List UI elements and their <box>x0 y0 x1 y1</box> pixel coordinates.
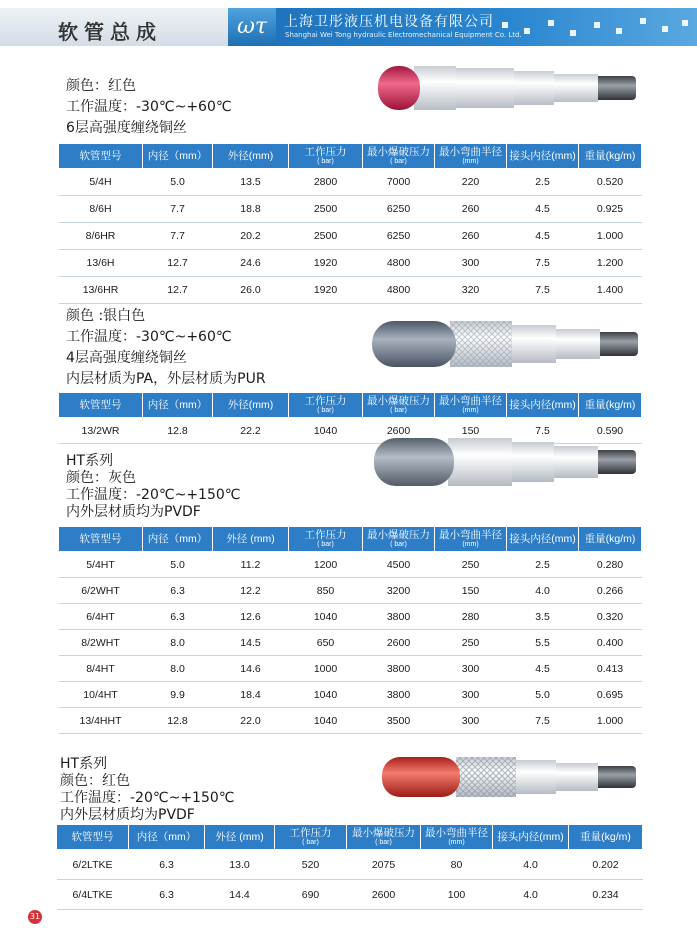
table-cell: 0.280 <box>579 552 642 578</box>
table-cell: 260 <box>435 196 507 223</box>
col-bend-radius: 最小弯曲半径 (mm) <box>435 393 507 418</box>
table-cell: 6250 <box>363 196 435 223</box>
table-cell: 1.400 <box>579 277 642 304</box>
table-cell: 5/4H <box>59 169 143 196</box>
table-cell: 1.000 <box>579 223 642 250</box>
table-cell: 2.5 <box>507 552 579 578</box>
section1-color: 颜色：红色 <box>66 78 136 94</box>
table-cell: 2600 <box>347 880 421 910</box>
section4-color: 颜色：红色 <box>60 773 130 789</box>
table-cell: 150 <box>435 578 507 604</box>
hose-silver-sleeve <box>372 321 456 367</box>
table-cell: 13.0 <box>205 850 275 880</box>
table-cell: 6.3 <box>143 604 213 630</box>
section2-temperature: 工作温度：-30℃~+60℃ <box>66 329 232 345</box>
table-header-row <box>59 144 642 169</box>
table-cell: 8/6HR <box>59 223 143 250</box>
table-cell: 4800 <box>363 277 435 304</box>
table-cell: 5.5 <box>507 630 579 656</box>
table-row <box>59 250 642 277</box>
section2-construction: 4层高强度缠绕铜丝 <box>66 350 187 366</box>
table-cell: 7.5 <box>507 708 579 734</box>
table-cell: 2500 <box>289 196 363 223</box>
col-weight: 重量(kg/m) <box>569 825 643 850</box>
table-cell: 1040 <box>289 418 363 444</box>
section4-temperature: 工作温度：-20℃~+150℃ <box>60 790 235 806</box>
col-weight: 重量(kg/m) <box>579 393 642 418</box>
table-row <box>59 682 642 708</box>
col-weight: 重量(kg/m) <box>579 527 642 552</box>
table-cell: 22.2 <box>213 418 289 444</box>
table-cell: 250 <box>435 630 507 656</box>
table-cell: 1.000 <box>579 708 642 734</box>
table-header-row <box>59 393 642 418</box>
table-cell: 10/4HT <box>59 682 143 708</box>
table-cell: 5.0 <box>507 682 579 708</box>
table-cell: 14.4 <box>205 880 275 910</box>
section3-color: 颜色：灰色 <box>66 470 136 486</box>
col-burst-pressure: 最小爆破压力 ( bar) <box>363 527 435 552</box>
spec-table-3 <box>58 526 642 734</box>
table-cell: 300 <box>435 656 507 682</box>
table-row <box>59 578 642 604</box>
table-cell: 1040 <box>289 604 363 630</box>
table-cell: 7.5 <box>507 277 579 304</box>
table-cell: 320 <box>435 277 507 304</box>
table-cell: 100 <box>421 880 493 910</box>
col-working-pressure: 工作压力 ( bar) <box>289 527 363 552</box>
table-cell: 3800 <box>363 604 435 630</box>
table-row <box>59 223 642 250</box>
company-logo: ωτ <box>228 8 276 46</box>
hose-image-silver <box>366 316 640 372</box>
company-name-cn: 上海卫彤液压机电设备有限公司 <box>284 14 494 30</box>
table-row <box>59 169 642 196</box>
table-cell: 0.925 <box>579 196 642 223</box>
table-cell: 4.0 <box>493 850 569 880</box>
table-cell: 8.0 <box>143 656 213 682</box>
table-cell: 7.7 <box>143 223 213 250</box>
table-cell: 4.5 <box>507 656 579 682</box>
table-cell: 0.266 <box>579 578 642 604</box>
table-row <box>59 277 642 304</box>
table-cell: 2800 <box>289 169 363 196</box>
hose-image-red <box>372 62 638 114</box>
col-outer-diameter: 外径 (mm) <box>213 527 289 552</box>
table-cell: 22.0 <box>213 708 289 734</box>
table-cell: 12.6 <box>213 604 289 630</box>
table-cell: 0.320 <box>579 604 642 630</box>
table-cell: 8.0 <box>143 630 213 656</box>
hose-orange-red-sleeve <box>382 757 460 797</box>
table-cell: 3800 <box>363 682 435 708</box>
section2-color: 颜色 :银白色 <box>66 308 146 324</box>
col-fitting-diameter: 接头内径(mm) <box>507 527 579 552</box>
table-cell: 6.3 <box>143 578 213 604</box>
col-outer-diameter: 外径(mm) <box>213 393 289 418</box>
col-burst-pressure: 最小爆破压力 ( bar) <box>363 393 435 418</box>
table-cell: 20.2 <box>213 223 289 250</box>
col-inner-diameter: 内径（mm） <box>143 393 213 418</box>
table-header-row <box>57 825 643 850</box>
table-cell: 12.2 <box>213 578 289 604</box>
section4-material: 内外层材质均为PVDF <box>60 807 195 823</box>
table-cell: 2500 <box>289 223 363 250</box>
table-cell: 0.413 <box>579 656 642 682</box>
page-header <box>0 0 697 52</box>
table-row <box>57 880 643 910</box>
table-cell: 2600 <box>363 630 435 656</box>
table-cell: 11.2 <box>213 552 289 578</box>
table-cell: 8/4HT <box>59 656 143 682</box>
table-cell: 150 <box>435 418 507 444</box>
table-cell: 12.7 <box>143 277 213 304</box>
table-cell: 1040 <box>289 708 363 734</box>
section1-construction: 6层高强度缠绕铜丝 <box>66 120 187 136</box>
table-cell: 13/4HHT <box>59 708 143 734</box>
col-inner-diameter: 内径（mm） <box>129 825 205 850</box>
table-row <box>59 656 642 682</box>
hose-red-sleeve <box>378 66 420 110</box>
table-cell: 1040 <box>289 682 363 708</box>
table-row <box>57 850 643 880</box>
col-fitting-diameter: 接头内径(mm) <box>493 825 569 850</box>
table-cell: 4.0 <box>507 578 579 604</box>
table-cell: 8/2WHT <box>59 630 143 656</box>
table-cell: 3200 <box>363 578 435 604</box>
table-cell: 1920 <box>289 250 363 277</box>
table-cell: 5.0 <box>143 552 213 578</box>
col-bend-radius: 最小弯曲半径 (mm) <box>435 527 507 552</box>
table-cell: 2.5 <box>507 169 579 196</box>
table-cell: 5/4HT <box>59 552 143 578</box>
table-cell: 9.9 <box>143 682 213 708</box>
table-cell: 5.0 <box>143 169 213 196</box>
table-row <box>59 604 642 630</box>
table-cell: 26.0 <box>213 277 289 304</box>
table-cell: 3500 <box>363 708 435 734</box>
table-row <box>59 196 642 223</box>
col-fitting-diameter: 接头内径(mm) <box>507 393 579 418</box>
table-cell: 8/6H <box>59 196 143 223</box>
section1-temperature: 工作温度：-30℃~+60℃ <box>66 99 232 115</box>
table-header-row <box>59 527 642 552</box>
table-cell: 1000 <box>289 656 363 682</box>
table-cell: 14.6 <box>213 656 289 682</box>
table-cell: 24.6 <box>213 250 289 277</box>
section3-temperature: 工作温度：-20℃~+150℃ <box>66 487 241 503</box>
table-cell: 3.5 <box>507 604 579 630</box>
table-cell: 220 <box>435 169 507 196</box>
col-outer-diameter: 外径(mm) <box>213 144 289 169</box>
col-weight: 重量(kg/m) <box>579 144 642 169</box>
table-cell: 6/4LTKE <box>57 880 129 910</box>
spec-table-4 <box>56 824 643 910</box>
col-model: 软管型号 <box>59 393 143 418</box>
hose-image-gray <box>368 432 638 492</box>
table-cell: 300 <box>435 250 507 277</box>
table-cell: 280 <box>435 604 507 630</box>
table-cell: 13/6HR <box>59 277 143 304</box>
table-cell: 0.590 <box>579 418 642 444</box>
table-cell: 4800 <box>363 250 435 277</box>
col-working-pressure: 工作压力 ( bar) <box>275 825 347 850</box>
table-cell: 4.5 <box>507 196 579 223</box>
section2-material: 内层材质为PA，外层材质为PUR <box>66 371 266 387</box>
table-row <box>59 708 642 734</box>
table-cell: 300 <box>435 682 507 708</box>
table-row <box>59 552 642 578</box>
col-inner-diameter: 内径（mm） <box>143 527 213 552</box>
col-bend-radius: 最小弯曲半径 (mm) <box>435 144 507 169</box>
table-cell: 13/2WR <box>59 418 143 444</box>
table-cell: 13/6H <box>59 250 143 277</box>
col-working-pressure: 工作压力 ( bar) <box>289 144 363 169</box>
table-cell: 2600 <box>363 418 435 444</box>
hose-image-orange-red <box>376 752 638 802</box>
col-model: 软管型号 <box>57 825 129 850</box>
col-outer-diameter: 外径 (mm) <box>205 825 275 850</box>
table-cell: 4.0 <box>493 880 569 910</box>
table-cell: 0.695 <box>579 682 642 708</box>
spec-table-1 <box>58 143 642 304</box>
table-cell: 1200 <box>289 552 363 578</box>
section-title: 软管总成 <box>58 20 162 44</box>
section4-series: HT系列 <box>60 756 108 772</box>
decorative-dots <box>498 14 688 44</box>
col-model: 软管型号 <box>59 527 143 552</box>
table-cell: 80 <box>421 850 493 880</box>
table-cell: 12.7 <box>143 250 213 277</box>
table-cell: 4500 <box>363 552 435 578</box>
table-cell: 6250 <box>363 223 435 250</box>
table-cell: 6.3 <box>129 880 205 910</box>
table-cell: 1.200 <box>579 250 642 277</box>
col-fitting-diameter: 接头内径(mm) <box>507 144 579 169</box>
table-cell: 12.8 <box>143 418 213 444</box>
hose-gray-sleeve <box>374 438 454 486</box>
table-cell: 6/2LTKE <box>57 850 129 880</box>
table-cell: 300 <box>435 708 507 734</box>
table-cell: 0.234 <box>569 880 643 910</box>
table-cell: 6.3 <box>129 850 205 880</box>
table-cell: 250 <box>435 552 507 578</box>
table-cell: 0.202 <box>569 850 643 880</box>
col-working-pressure: 工作压力 ( bar) <box>289 393 363 418</box>
section3-series: HT系列 <box>66 453 114 469</box>
table-cell: 2075 <box>347 850 421 880</box>
table-cell: 6/4HT <box>59 604 143 630</box>
col-burst-pressure: 最小爆破压力 ( bar) <box>363 144 435 169</box>
table-cell: 7.7 <box>143 196 213 223</box>
col-model: 软管型号 <box>59 144 143 169</box>
table-cell: 520 <box>275 850 347 880</box>
table-cell: 7.5 <box>507 250 579 277</box>
col-bend-radius: 最小弯曲半径 (mm) <box>421 825 493 850</box>
table-cell: 7.5 <box>507 418 579 444</box>
page-number: 31 <box>28 910 42 924</box>
table-cell: 13.5 <box>213 169 289 196</box>
col-burst-pressure: 最小爆破压力 ( bar) <box>347 825 421 850</box>
table-cell: 0.400 <box>579 630 642 656</box>
table-cell: 12.8 <box>143 708 213 734</box>
table-row <box>59 630 642 656</box>
table-cell: 690 <box>275 880 347 910</box>
table-cell: 260 <box>435 223 507 250</box>
col-inner-diameter: 内径（mm） <box>143 144 213 169</box>
table-cell: 6/2WHT <box>59 578 143 604</box>
table-cell: 0.520 <box>579 169 642 196</box>
company-name-en: Shanghai Wei Tong hydraulic Electromechanical Equipment Co. Ltd. <box>285 31 522 39</box>
table-cell: 650 <box>289 630 363 656</box>
table-cell: 3800 <box>363 656 435 682</box>
table-cell: 14.5 <box>213 630 289 656</box>
table-cell: 7000 <box>363 169 435 196</box>
table-cell: 850 <box>289 578 363 604</box>
table-cell: 1920 <box>289 277 363 304</box>
section3-material: 内外层材质均为PVDF <box>66 504 201 520</box>
table-cell: 4.5 <box>507 223 579 250</box>
table-cell: 18.4 <box>213 682 289 708</box>
table-cell: 18.8 <box>213 196 289 223</box>
